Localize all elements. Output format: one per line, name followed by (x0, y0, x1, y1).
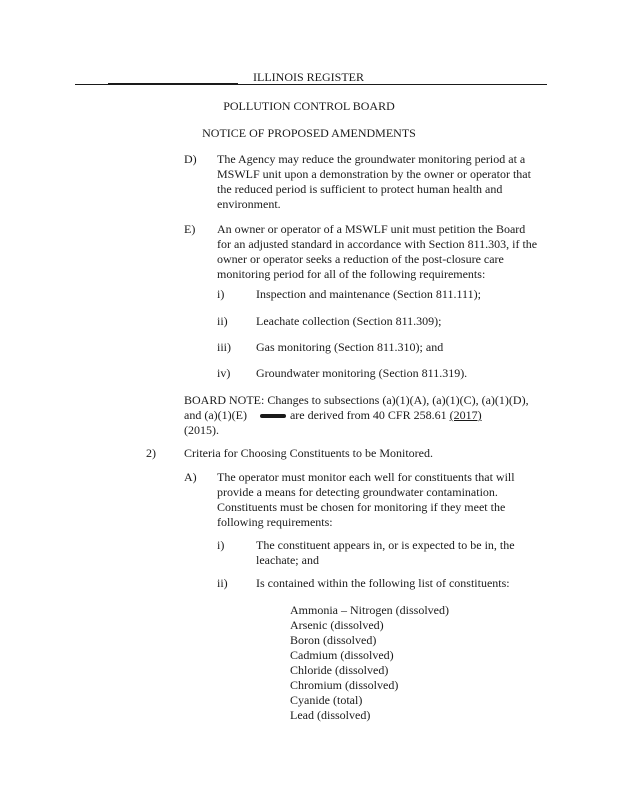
item-2a-text (217, 470, 557, 530)
constituent-item: Chromium (dissolved) (290, 678, 399, 692)
constituent-item: Cyanide (total) (290, 693, 363, 707)
item-d-line: MSWLF unit upon a demonstration by the owner or operator that (217, 167, 531, 181)
board-note (184, 393, 564, 438)
roman-marker: iii) (217, 340, 231, 354)
board-note-line: BOARD NOTE: Changes to subsections (a)(1)(A), (a)(1)(C), (a)(1)(D), (184, 393, 529, 407)
sub-ii-text: Is contained within the following list of constituents: (256, 576, 510, 590)
board-note-mid: are derived from 40 CFR 258.61 (289, 408, 450, 422)
board-note-year: (2017) (449, 408, 482, 422)
item-d-line: environment. (217, 197, 281, 211)
roman-text: Groundwater monitoring (Section 811.319). (256, 366, 468, 380)
notice-title: NOTICE OF PROPOSED AMENDMENTS (202, 126, 416, 140)
sub-i-line: The constituent appears in, or is expected to be in, the (256, 538, 515, 552)
header-rule-accent (108, 83, 238, 85)
item-d-line: the reduced period is sufficient to protect human health and (217, 182, 503, 196)
item-2-text: Criteria for Choosing Constituents to be Monitored. (184, 446, 433, 460)
constituent-item: Chloride (dissolved) (290, 663, 389, 677)
constituents-list (290, 603, 510, 723)
roman-marker: ii) (217, 314, 228, 328)
item-d-text (217, 152, 557, 212)
board-title: POLLUTION CONTROL BOARD (223, 99, 395, 113)
roman-marker: i) (217, 287, 225, 301)
item-e-line: owner or operator seeks a reduction of the post-closure care (217, 252, 504, 266)
constituent-item: Lead (dissolved) (290, 708, 371, 722)
sub-i-text (256, 538, 556, 568)
redaction-mark (260, 414, 286, 418)
roman-marker: iv) (217, 366, 231, 380)
sub-i-line: leachate; and (256, 553, 319, 567)
constituent-item: Ammonia – Nitrogen (dissolved) (290, 603, 449, 617)
sub-i-marker: i) (217, 538, 225, 552)
sub-ii-marker: ii) (217, 576, 228, 590)
item-2a-line: Constituents must be chosen for monitoring if they meet the (217, 500, 506, 514)
board-note-start: and (a)(1)(E) (184, 408, 250, 422)
item-e-marker: E) (184, 222, 196, 236)
constituent-item: Arsenic (dissolved) (290, 618, 384, 632)
board-note-line (184, 408, 564, 423)
item-2-marker: 2) (146, 446, 156, 460)
item-2a-marker: A) (184, 470, 197, 484)
item-2a-line: provide a means for detecting groundwater contamination. (217, 485, 498, 499)
item-2a-line: The operator must monitor each well for constituents that will (217, 470, 515, 484)
item-d-marker: D) (184, 152, 197, 166)
item-e-line: An owner or operator of a MSWLF unit must petition the Board (217, 222, 526, 236)
item-2a-line: following requirements: (217, 515, 333, 529)
item-e-text (217, 222, 567, 282)
item-e-line: monitoring period for all of the following requirements: (217, 267, 486, 281)
item-e-line: for an adjusted standard in accordance with Section 811.303, if the (217, 237, 538, 251)
constituent-item: Cadmium (dissolved) (290, 648, 394, 662)
roman-text: Leachate collection (Section 811.309); (256, 314, 442, 328)
roman-text: Gas monitoring (Section 811.310); and (256, 340, 444, 354)
constituent-item: Boron (dissolved) (290, 633, 377, 647)
roman-text: Inspection and maintenance (Section 811.111); (256, 287, 481, 301)
board-note-line: (2015). (184, 423, 219, 437)
register-title: ILLINOIS REGISTER (253, 70, 364, 84)
item-d-line: The Agency may reduce the groundwater monitoring period at a (217, 152, 526, 166)
